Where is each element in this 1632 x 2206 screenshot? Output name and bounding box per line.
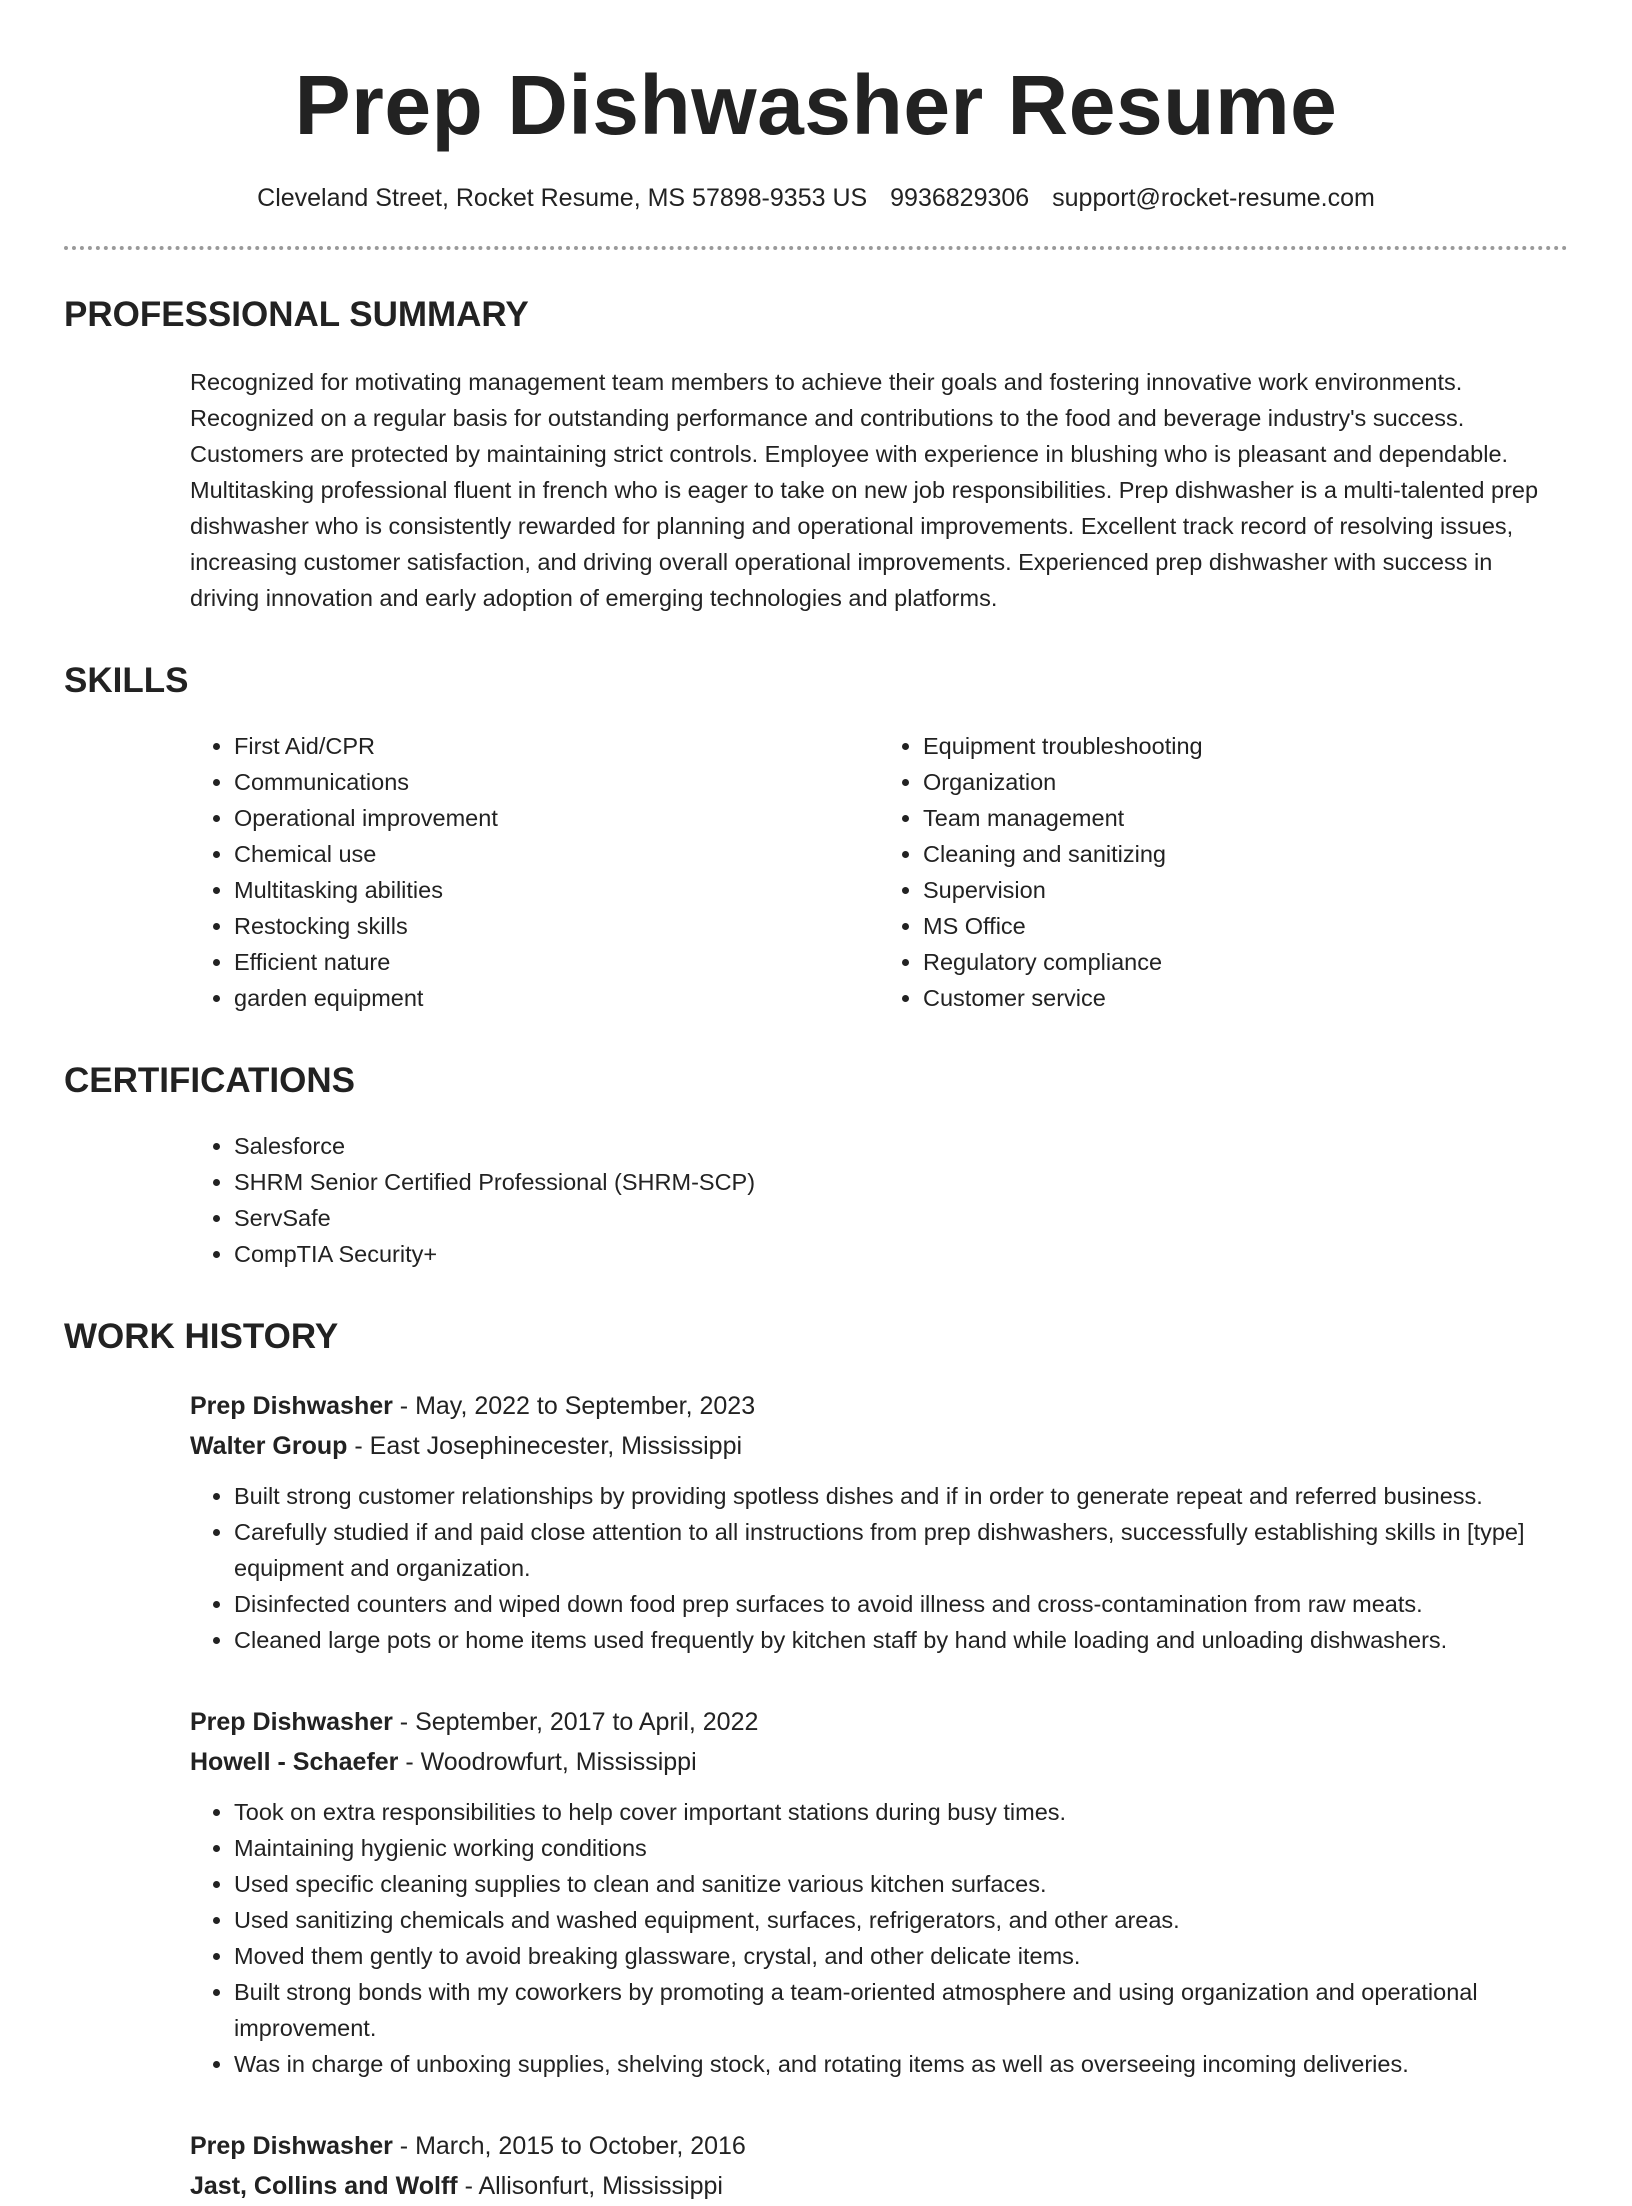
job-bullet: • Was in charge of unboxing supplies, shelving stock, and rotating items as well as overseeing incoming deliveries. — [234, 2046, 1568, 2082]
skills-grid — [190, 728, 1568, 1016]
job-entry — [190, 2126, 1568, 2206]
job-company: Jast, Collins and Wolff — [190, 2172, 458, 2200]
contact-phone: 9936829306 — [890, 184, 1030, 212]
job-bullet: • Built strong customer relationships by providing spotless dishes and if in order to generate repeat and referred business. — [234, 1478, 1568, 1514]
skill-item: • First Aid/CPR — [234, 728, 879, 764]
skills-right-list — [879, 728, 1568, 1016]
job-bullet: • Used specific cleaning supplies to clean and sanitize various kitchen surfaces. — [234, 1866, 1568, 1902]
job-entry — [190, 1702, 1568, 2082]
skill-item: • Multitasking abilities — [234, 872, 879, 908]
job-title: Prep Dishwasher — [190, 2132, 393, 2160]
skill-item: • Restocking skills — [234, 908, 879, 944]
job-location: - Allisonfurt, Mississippi — [457, 2172, 723, 2200]
job-bullets — [190, 1794, 1568, 2082]
skill-item: • Supervision — [923, 872, 1568, 908]
job-title-line — [190, 1386, 1568, 1426]
job-title-line — [190, 2126, 1568, 2166]
work-history-heading: WORK HISTORY — [64, 1317, 339, 1356]
job-title-line — [190, 1702, 1568, 1742]
skill-item: • Team management — [923, 800, 1568, 836]
certification-item: • ServSafe — [234, 1200, 1568, 1236]
job-company-line — [190, 2166, 1568, 2206]
job-company-line — [190, 1742, 1568, 1782]
contact-email: support@rocket-resume.com — [1052, 184, 1375, 212]
job-bullet: • Cleaned large pots or home items used frequently by kitchen staff by hand while loading and unloading dishwashers. — [234, 1622, 1568, 1658]
contact-info — [64, 182, 1568, 214]
job-entry — [190, 1386, 1568, 1658]
skill-item: • Equipment troubleshooting — [923, 728, 1568, 764]
skill-item: • MS Office — [923, 908, 1568, 944]
skill-item: • Chemical use — [234, 836, 879, 872]
skill-item: • Efficient nature — [234, 944, 879, 980]
skills-left-list — [190, 728, 879, 1016]
certification-item: • CompTIA Security+ — [234, 1236, 1568, 1272]
certifications-list — [190, 1128, 1568, 1272]
skill-item: • Regulatory compliance — [923, 944, 1568, 980]
header-divider — [64, 246, 1568, 250]
certification-item: • SHRM Senior Certified Professional (SHRM-SCP) — [234, 1164, 1568, 1200]
job-bullet: • Carefully studied if and paid close attention to all instructions from prep dishwashers, successfully establishing skills in [type] equipment and organization. — [234, 1514, 1568, 1586]
skill-item: • Cleaning and sanitizing — [923, 836, 1568, 872]
job-title: Prep Dishwasher — [190, 1392, 393, 1420]
job-company-line — [190, 1426, 1568, 1466]
skill-item: • garden equipment — [234, 980, 879, 1016]
job-company: Howell - Schaefer — [190, 1748, 399, 1776]
job-dates: - March, 2015 to October, 2016 — [392, 2132, 746, 2160]
job-location: - East Josephinecester, Mississippi — [347, 1432, 743, 1460]
skill-item: • Communications — [234, 764, 879, 800]
skills-heading: SKILLS — [64, 661, 189, 700]
contact-address: Cleveland Street, Rocket Resume, MS 57898-9353 US — [257, 184, 868, 212]
skill-item: • Organization — [923, 764, 1568, 800]
certifications-heading: CERTIFICATIONS — [64, 1061, 356, 1100]
job-dates: - May, 2022 to September, 2023 — [392, 1392, 756, 1420]
job-bullet: • Maintaining hygienic working conditions — [234, 1830, 1568, 1866]
skill-item: • Customer service — [923, 980, 1568, 1016]
job-bullet: • Built strong bonds with my coworkers by promoting a team-oriented atmosphere and using organization and operational improvement. — [234, 1974, 1568, 2046]
job-bullets — [190, 1478, 1568, 1658]
skill-item: • Operational improvement — [234, 800, 879, 836]
certification-item: • Salesforce — [234, 1128, 1568, 1164]
summary-heading: PROFESSIONAL SUMMARY — [64, 295, 529, 334]
job-dates: - September, 2017 to April, 2022 — [392, 1708, 759, 1736]
resume-title: Prep Dishwasher Resume — [294, 58, 1338, 152]
job-bullet: • Disinfected counters and wiped down food prep surfaces to avoid illness and cross-contamination from raw meats. — [234, 1586, 1568, 1622]
job-company: Walter Group — [190, 1432, 348, 1460]
job-location: - Woodrowfurt, Mississippi — [398, 1748, 697, 1776]
summary-text: Recognized for motivating management team members to achieve their goals and fostering innovative work environments. Recognized on a regular basis for outstanding performance and contributions to the food and beverage industry's success. Customers are protected by maintaining strict controls. Employee with experience in blushing who is pleasant and dependable. Multitasking professional fluent in french who is eager to take on new job responsibilities. Prep dishwasher is a multi-talented prep dishwasher who is consistently rewarded for planning and operational improvements. Excellent track record of resolving issues, increasing customer satisfaction, and driving overall operational improvements. Experienced prep dishwasher with success in driving innovation and early adoption of emerging technologies and platforms. — [190, 369, 1539, 611]
job-bullet: • Took on extra responsibilities to help cover important stations during busy times. — [234, 1794, 1568, 1830]
job-bullet: • Used sanitizing chemicals and washed equipment, surfaces, refrigerators, and other areas. — [234, 1902, 1568, 1938]
job-bullet: • Moved them gently to avoid breaking glassware, crystal, and other delicate items. — [234, 1938, 1568, 1974]
job-title: Prep Dishwasher — [190, 1708, 393, 1736]
